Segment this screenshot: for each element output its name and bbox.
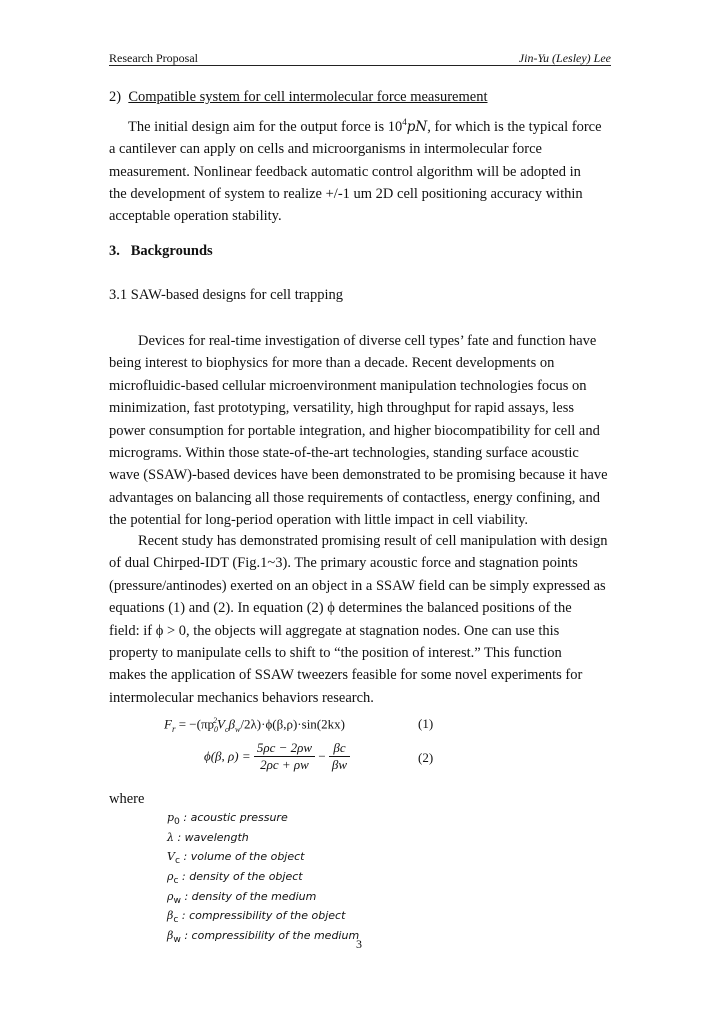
paragraph-line: makes the application of SSAW tweezers feasible for some novel experiments for [109,667,583,684]
paragraph-line: Devices for real-time investigation of diverse cell types’ fate and function have [138,333,597,349]
equation-2-fraction-1: $\frac{5\rho c - 2\rho w}{2\rho c + \rho w}$ [254,740,315,773]
page-header [109,51,611,66]
paragraph-line: intermolecular mechanics behaviors research. [109,689,374,706]
section-heading [109,243,213,260]
paragraph-line: advantages on balancing all those requirements of contactless, energy confining, and [109,489,600,506]
paragraph-line: Recent study has demonstrated promising result of cell manipulation with design [138,533,608,549]
paragraph-1 [109,330,613,532]
paragraph-line: acceptable operation stability. [109,208,282,225]
paragraph-line: minimization, fast prototyping, versatility, high throughput for rapid assays, less [109,400,575,417]
equation-2: ϕ(β, ρ) = $\frac{5\rho c - 2\rho w}{2\rho c + \rho w}$ − $\frac{\beta c}{\beta w}$ [204,740,350,773]
paragraph-line: wave (SSAW)-based devices have been demonstrated to be promising because it have [109,467,608,484]
variable-definition: $V_c$ : volume of the object [167,850,305,867]
paragraph-line: equations (1) and (2). In equation (2) ϕ determines the balanced positions of the [109,600,572,617]
section-title: Backgrounds [130,243,213,259]
where-label: where [109,791,145,807]
equation-2-number: (2) [418,750,434,765]
section-number: 3. [109,243,120,259]
paragraph-line: microfluidic-based cellular microenvironment manipulation technologies focus on [109,377,587,394]
paragraph-line: a cantilever can apply on cells and microorganisms in intermolecular force [109,141,542,158]
equation-1: $F_r = -(\pi p_0^2V_c\beta_w/2\lambda)\cdot\phi(\beta,\rho)\cdot\sin(2kx)$ [164,716,345,734]
paragraph-line: being interest to biophysics for more than a decade. Recent developments on [109,355,555,372]
item-2-title: Compatible system for cell intermolecular force measurement [128,89,488,105]
variable-definition: $\beta_w$ : compressibility of the medium [167,929,360,946]
paragraph-line: the potential for long-period operation with little impact in cell viability. [109,512,529,529]
header-left-title: Research Proposal [109,51,198,65]
equation-1-number: (1) [418,716,434,731]
paragraph-line: (pressure/antinodes) exerted on an object in a SSAW field can be simply expressed as [109,577,606,594]
variable-definition: λ : wavelength [167,830,249,844]
paragraph-line: power consumption for portable integration, and higher biocompatibility for cell and [109,422,600,439]
equation-2-fraction-2: $\frac{\beta c}{\beta w}$ [329,740,350,773]
variable-definition: $p_0$ : acoustic pressure [167,811,288,828]
item-2-number: 2) [109,89,122,105]
paragraph-line: field: if ϕ > 0, the objects will aggregate at stagnation nodes. One can use this [109,622,560,639]
item-2-heading [109,89,488,106]
variable-list [167,810,359,948]
variable-definition: $\rho_c$ : density of the object [167,870,303,887]
item-2-paragraph [109,111,613,228]
paragraph-2 [109,530,613,709]
paragraph-line: the development of system to realize +/-1 um 2D cell positioning accuracy within [109,186,583,203]
variable-definition: $\rho_w$ : density of the medium [167,889,317,906]
paragraph-line: micrograms. Within those state-of-the-art technologies, standing surface acoustic [109,445,579,462]
paragraph-line: property to manipulate cells to shift to “the position of interest.” This function [109,645,562,662]
paragraph-line: measurement. Nonlinear feedback automatic control algorithm will be adopted in [109,163,581,180]
paragraph-line: The initial design aim for the output force is $10^4pN$, for which is the typical force [128,117,602,135]
variable-definition: $\beta_c$ : compressibility of the object [167,909,346,926]
subsection-heading: 3.1 SAW-based designs for cell trapping [109,287,344,303]
paragraph-line: of dual Chirped-IDT (Fig.1~3). The primary acoustic force and stagnation points [109,555,578,572]
header-author: Jin-Yu (Lesley) Lee [518,51,611,65]
page-number: 3 [356,937,362,951]
